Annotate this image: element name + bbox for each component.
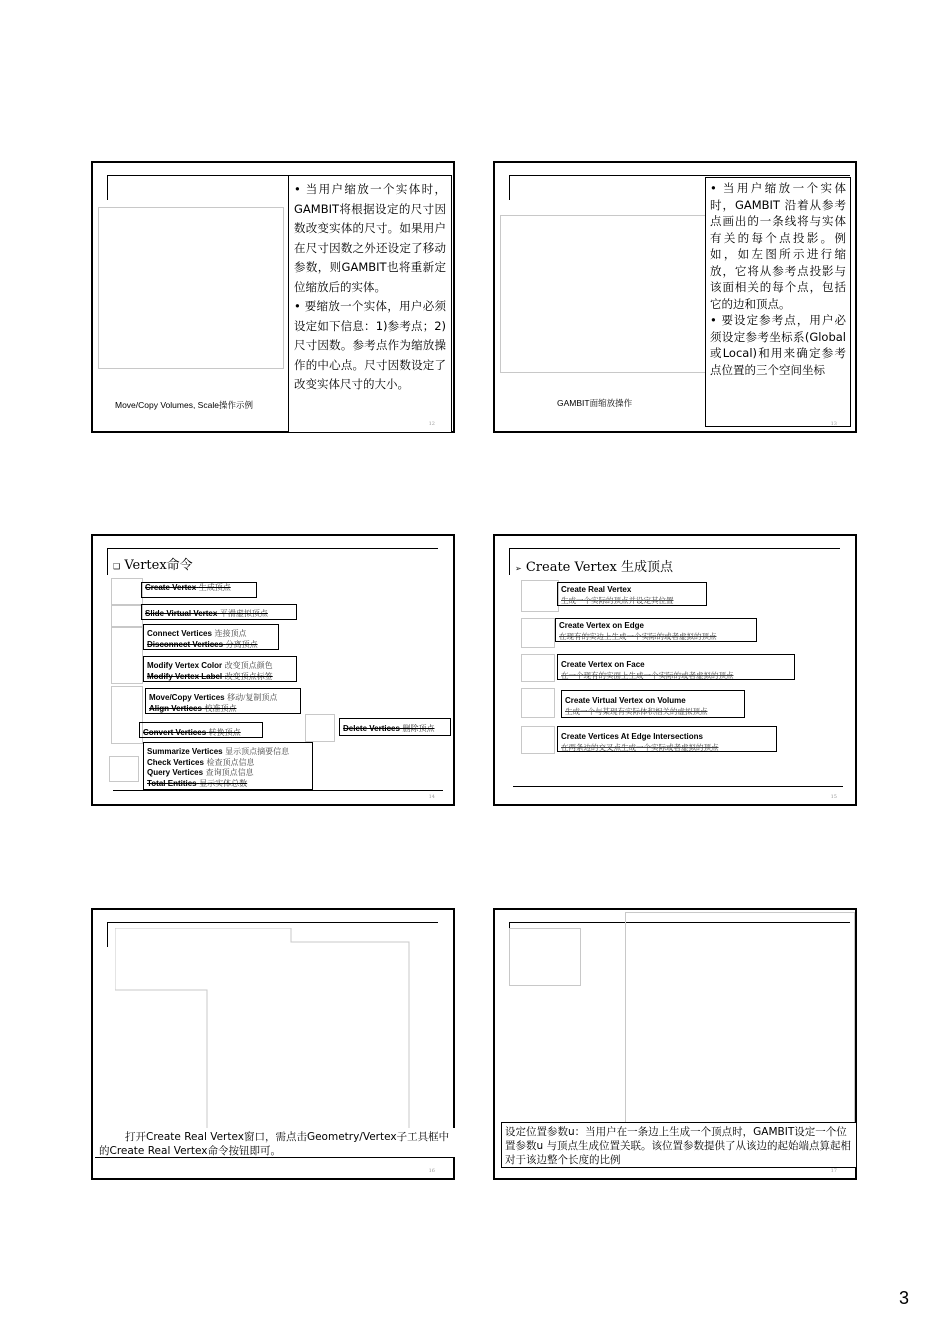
slide-page-number: 17 xyxy=(830,1168,837,1174)
toolbar-icon-placeholder xyxy=(521,618,555,648)
slide-text-box xyxy=(288,175,452,433)
slide-page-number: 14 xyxy=(428,794,435,800)
slide-text-box xyxy=(95,1128,455,1158)
slide-page-number: 12 xyxy=(428,421,435,427)
slide-text-box xyxy=(501,1122,857,1168)
modify-vertex-color-button[interactable]: Modify Vertex Color 改变顶点颜色 Modify Vertex Label 改变顶点标签 xyxy=(143,656,297,682)
slide-paragraph: 打开Create Real Vertex窗口，需点击Geometry/Vertex子工具框中的Create Real Vertex命令按钮即可。 xyxy=(99,1131,450,1157)
slide-15 xyxy=(493,534,857,806)
convert-vertices-button[interactable]: Convert Vertices 转换顶点 xyxy=(139,722,263,738)
slide-image-placeholder xyxy=(500,215,708,373)
slide-title: ➢ Create Vertex 生成顶点 xyxy=(515,560,673,575)
dialog-screenshot-outline xyxy=(625,912,855,1123)
slide-footer-line xyxy=(113,790,443,791)
toolbar-icon-placeholder xyxy=(305,714,335,742)
slide-13 xyxy=(493,161,857,433)
checkbox-bullet-icon: ❑ xyxy=(113,562,121,571)
toolbar-icon-placeholder xyxy=(111,578,143,606)
arrow-bullet-icon: ➢ xyxy=(515,564,522,573)
dialog-screenshot-outline xyxy=(115,928,411,1134)
slide-text-box xyxy=(705,177,851,427)
toolbar-icon-placeholder xyxy=(111,604,143,628)
slide-paragraph-1: • 当用户缩放一个实体时，GAMBIT将根据设定的尺寸因数改变实体的尺寸。如果用户在尺寸因数之外还设定了移动参数，则GAMBIT也将重新定位缩放后的实体。 xyxy=(294,182,446,294)
toolbar-icon-placeholder xyxy=(521,688,555,718)
slide-14 xyxy=(91,534,455,806)
slide-paragraph-1: • 当用户缩放一个实体时，GAMBIT 沿着从参考点画出的一条线将与实体有关的每个点投影。例如，如左图所示进行缩放，它将从参考点投影与该面相关的每个点，包括它的边和顶点。 xyxy=(710,181,846,311)
page-number: 3 xyxy=(898,1288,909,1308)
slide-footer-line xyxy=(513,786,843,787)
slide-page-number: 16 xyxy=(428,1168,435,1174)
slide-17 xyxy=(493,908,857,1180)
create-vertex-on-face-button[interactable]: Create Vertex on Face 在一个现有的实面上生成一个实际的或者虚拟的顶点 xyxy=(557,654,795,680)
slide-paragraph-2: • 要缩放一个实体，用户必须设定如下信息：1)参考点；2) 尺寸因数。参考点作为缩放操作的中心点。尺寸因数设定了改变实体尺寸的大小。 xyxy=(294,299,446,391)
slide-caption: GAMBIT面缩放操作 xyxy=(557,398,633,408)
create-real-vertex-button[interactable]: Create Real Vertex 生成一个实际的顶点并设定其位置 xyxy=(557,582,707,606)
slide-caption: Move/Copy Volumes, Scale操作示例 xyxy=(115,400,253,410)
slide-paragraph: 设定位置参数u：当用户在一条边上生成一个顶点时，GAMBIT设定一个位置参数u 与顶点生成位置关联。该位置参数提供了从该边的起始端点算起相对于该边整个长度的比例 xyxy=(505,1126,851,1166)
move-copy-vertices-button[interactable]: Move/Copy Vertices 移动/复制顶点 Align Vertices 校准顶点 xyxy=(145,688,301,714)
create-virtual-vertex-on-volume-button[interactable]: Create Virtual Vertex on Volume 生成一个与某现有实际体积相关的虚拟顶点 xyxy=(561,690,745,718)
slide-paragraph-2: • 要设定参考点，用户必须设定参考坐标系(Global或Local)和用来确定参考点位置的三个空间坐标 xyxy=(710,313,846,377)
create-vertex-button[interactable]: Create Vertex 生成顶点 xyxy=(141,582,257,598)
toolbar-icon-placeholder xyxy=(521,654,555,682)
toolbar-icon-placeholder xyxy=(521,726,555,754)
connect-vertices-button[interactable]: Connect Vertices 连接顶点 Disconnect Vertices 分离顶点 xyxy=(143,624,279,650)
slide-image-placeholder xyxy=(98,207,284,369)
toolbar-icon-placeholder xyxy=(111,626,143,684)
slide-page-number: 13 xyxy=(830,421,837,427)
delete-vertices-button[interactable]: Delete Vertices 删除顶点 xyxy=(339,718,451,736)
toolbar-icon-placeholder xyxy=(509,928,581,986)
create-vertex-on-edge-button[interactable]: Create Vertex on Edge 在现有的实边上生成一个实际的或者虚拟的顶点 xyxy=(555,618,757,642)
slide-virtual-vertex-button[interactable]: Slide Virtual Vertex 平滑虚拟顶点 xyxy=(141,604,297,620)
create-vertices-at-edge-intersections-button[interactable]: Create Vertices At Edge Intersections 在两条边的交叉点生成一个实际或者虚拟的顶点 xyxy=(557,726,777,752)
toolbar-icon-placeholder xyxy=(109,756,139,782)
toolbar-icon-placeholder xyxy=(521,580,559,612)
slide-title: ❑ Vertex命令 xyxy=(113,558,193,573)
slide-16 xyxy=(91,908,455,1180)
slide-12 xyxy=(91,161,455,433)
slide-page-number: 15 xyxy=(830,794,837,800)
summarize-vertices-button[interactable]: Summarize Vertices 显示顶点摘要信息 Check Vertices 检查顶点信息 Query Vertices 查询顶点信息 Total Entities 显示实体总数 xyxy=(143,742,313,790)
